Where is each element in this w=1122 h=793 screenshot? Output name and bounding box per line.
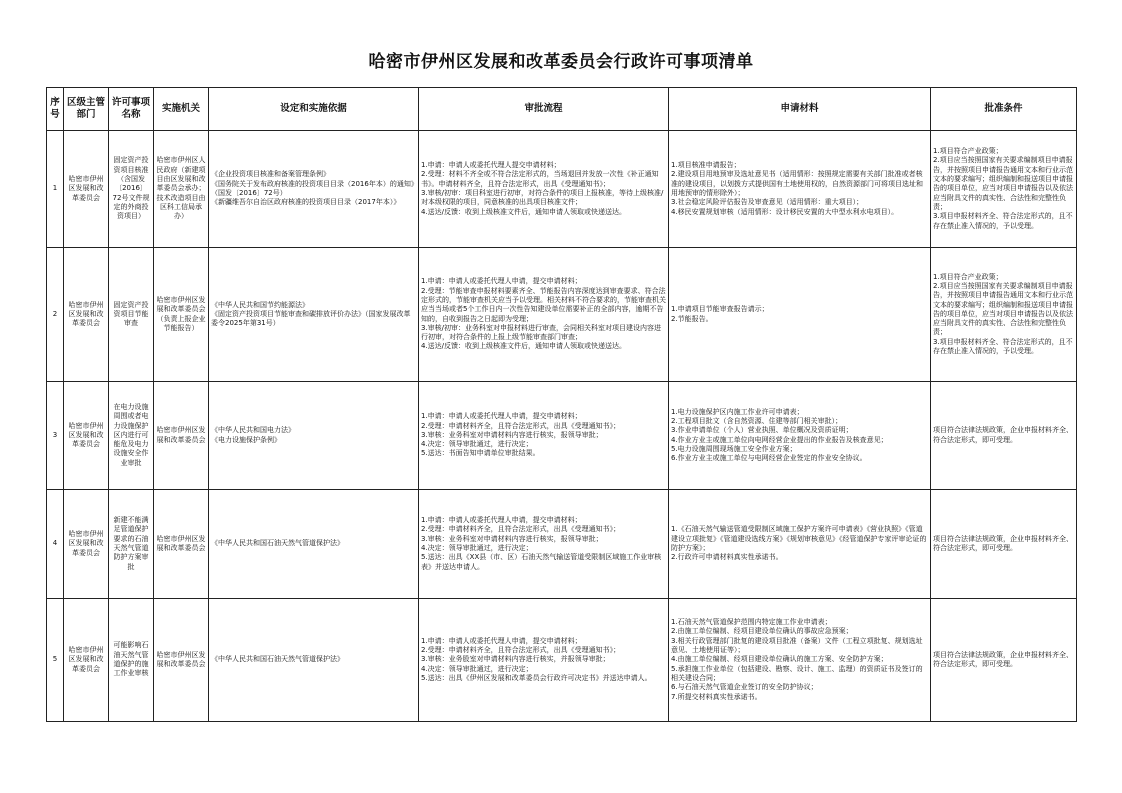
cell-basis — [209, 382, 419, 490]
cell-basis — [209, 599, 419, 722]
header-agency: 实施机关 — [154, 88, 209, 131]
cell-agency: 哈密市伊州区人民政府（新建项目由区发展和改革委员会承办；技术改造项目由区科工信局承办） — [154, 131, 209, 248]
cell-process — [419, 490, 669, 599]
header-seq: 序号 — [47, 88, 64, 131]
process-text: 1.申请：申请人或委托代理人申请，提交申请材料； 2.受理：申请材料齐全，且符合法定形式，出具《受理通知书》； 3.审核：业务科室对申请材料内容进行核实，报领导审批； 4.决定：领导审批通过，进行决定； 5.送达：出具《XX县（市、区）石油天然气输送管道受限制区域施工作业审核表》并送达申请人。 — [421, 516, 662, 571]
table-row — [47, 382, 1077, 490]
basis-text: 《中华人民共和国电力法》 《电力设施保护条例》 — [211, 426, 295, 444]
cell-seq: 2 — [47, 248, 64, 382]
cell-materials — [669, 131, 931, 248]
cell-agency: 哈密市伊州区发展和改革委员会 — [154, 599, 209, 722]
cell-dept: 哈密市伊州区发展和改革委员会 — [64, 490, 109, 599]
conditions-text: 1.项目符合产业政策； 2.项目应当按照国家有关要求编制项目申请报告，并按照项目申请报告通用文本和行业示范文本的要求编写；组织编制和报送项目申请报告的项目单位，应当对项目申请报告以及依法应当附具文件的真实性、合法性和完整性负责； 3.项目申报材料齐全、符合法定形式的，且不存在禁止准入情况的，予以受理。 — [933, 272, 1073, 356]
conditions-text: 项目符合法律法规政策，企业申报材料齐全、符合法定形式，即可受理。 — [933, 650, 1073, 668]
cell-dept: 哈密市伊州区发展和改革委员会 — [64, 382, 109, 490]
process-text: 1.申请：申请人或委托代理人申请，提交申请材料； 2.受理：节能审查申报材料要素齐全、节能报告内容深度达到审查要求、符合法定形式的，节能审查机关应当予以受理。相关材料不符合要求的，节能审查机关应当当场或者5个工作日内一次性告知建设单位需要补正的全部内容，逾期不告知的，自收到报告之日起即为受理； 3.审核/初审：业务科室对申报材料进行审查，会同相关科室对项目建设内容进行初审，对符合条件的上报上级节能审查部门审查； 4.送达/反馈：收到上级核准文件后，通知申请人领取或快递送达。 — [421, 277, 666, 351]
cell-item: 固定资产投资项目节能审查 — [109, 248, 154, 382]
materials-text: 1.申请项目节能审查报告请示； 2.节能报告。 — [671, 305, 769, 323]
cell-seq: 3 — [47, 382, 64, 490]
cell-seq: 5 — [47, 599, 64, 722]
process-text: 1.申请：申请人或委托代理人提交申请材料； 2.受理：材料不齐全或不符合法定形式的，当场退回并发放一次性《补正通知书》。申请材料齐全，且符合法定形式，出具《受理通知书》； 3.审核/初审：项目科室进行初审，对符合条件的项目上报核准，等待上级核准/对本级权限的项目，同意核准的出具项目核准文件； 4.送达/反馈：收到上级核准文件后，通知申请人领取或快递送达。 — [421, 161, 664, 216]
header-item: 许可事项名称 — [109, 88, 154, 131]
cell-conditions — [931, 248, 1077, 382]
cell-dept: 哈密市伊州区发展和改革委员会 — [64, 131, 109, 248]
materials-text: 1.《石油天然气输送管道受限制区域施工保护方案许可申请表》《营业执照》《管道建设立项批复》《管道建设选线方案》《规划审核意见》《经管道保护专家评审论证的防护方案》； 2.行政许可申请材料真实性承诺书。 — [671, 525, 927, 562]
cell-agency: 哈密市伊州区发展和改革委员会（负责上报企业节能报告） — [154, 248, 209, 382]
header-materials: 申请材料 — [669, 88, 931, 131]
cell-basis — [209, 490, 419, 599]
cell-basis — [209, 248, 419, 382]
basis-text: 《中华人民共和国石油天然气管道保护法》 — [211, 655, 344, 664]
cell-item: 可能影响石油天然气管道保护的施工作业审核 — [109, 599, 154, 722]
header-basis: 设定和实施依据 — [209, 88, 419, 131]
cell-materials — [669, 248, 931, 382]
process-text: 1.申请：申请人或委托代理人申请，提交申请材料； 2.受理：申请材料齐全，且符合法定形式，出具《受理通知书》； 3.审核：业务股室对申请材料内容进行核实，并报领导审批； 4.决定：领导审批通过，进行决定； 5.送达：出具《伊州区发展和改革委员会行政许可决定书》并送达申请人。 — [421, 636, 652, 682]
basis-text: 《中华人民共和国石油天然气管道保护法》 — [211, 539, 344, 548]
conditions-text: 1.项目符合产业政策； 2.项目应当按照国家有关要求编制项目申请报告，并按照项目申请报告通用文本和行业示范文本的要求编写；组织编制和报送项目申请报告的项目单位，应当对项目申请报告以及依法应当附具文件的真实性、合法性和完整性负责； 3.项目申报材料齐全、符合法定形式的，且不存在禁止准入情况的，予以受理。 — [933, 147, 1073, 230]
table-row — [47, 490, 1077, 599]
cell-materials — [669, 490, 931, 599]
materials-text: 1.项目核准申请报告； 2.建设项目用地预审及选址意见书（适用情形：按照规定需要有关部门批准或者核准的建设项目，以划拨方式提供国有土地使用权的，自然资源部门可将项目选址和用地预审的情形除外）； 3.社会稳定风险评估报告及审查意见（适用情形：重大项目）； 4.移民安置规划审核（适用情形：设计移民安置的大中型水利水电项目）。 — [671, 161, 923, 216]
cell-process — [419, 382, 669, 490]
cell-seq: 1 — [47, 131, 64, 248]
page-title: 哈密市伊州区发展和改革委员会行政许可事项清单 — [368, 52, 754, 72]
table-row — [47, 131, 1077, 248]
cell-process — [419, 599, 669, 722]
cell-conditions — [931, 490, 1077, 599]
cell-process — [419, 248, 669, 382]
permit-table — [46, 87, 1077, 722]
cell-materials — [669, 382, 931, 490]
process-text: 1.申请：申请人或委托代理人申请，提交申请材料； 2.受理：申请材料齐全，且符合法定形式，出具《受理通知书》； 3.审核：业务科室对申请材料内容进行核实，报领导审批； 4.决定：领导审批通过，进行决定； 5.送达：书面告知申请单位审批结果。 — [421, 412, 621, 458]
header-dept: 区级主管部门 — [64, 88, 109, 131]
cell-basis — [209, 131, 419, 248]
basis-text: 《中华人民共和国节约能源法》 《固定资产投资项目节能审查和碳排放评价办法》（国家发展改革委令2025年第31号） — [211, 300, 411, 328]
materials-text: 1.石油天然气管道保护范围内特定施工作业申请表； 2.由施工单位编制、经项目建设单位确认的事故应急预案； 3.相关行政管理部门批复的建设项目批准（备案）文件（工程立项批复、规划选址意见、土地使用证等）； 4.由施工单位编制、经项目建设单位确认的施工方案、安全防护方案； 5.承担施工作业单位（包括建设、勘察、设计、施工、监理）的资质证书及签订的相关建设合同； 6.与石油天然气管道企业签订的安全防护协议； 7.所提交材料真实性承诺书。 — [671, 618, 923, 701]
cell-item: 在电力设施周围或者电力设施保护区内进行可能危及电力设施安全作业审批 — [109, 382, 154, 490]
cell-seq: 4 — [47, 490, 64, 599]
cell-dept: 哈密市伊州区发展和改革委员会 — [64, 248, 109, 382]
header-process: 审批流程 — [419, 88, 669, 131]
cell-item: 固定资产投资项目核准（含国发〔2016〕72号文件规定的外商投资项目） — [109, 131, 154, 248]
header-conditions: 批准条件 — [931, 88, 1077, 131]
cell-agency: 哈密市伊州区发展和改革委员会 — [154, 382, 209, 490]
cell-dept: 哈密市伊州区发展和改革委员会 — [64, 599, 109, 722]
cell-materials — [669, 599, 931, 722]
basis-text: 《企业投资项目核准和备案管理条例》 《国务院关于发布政府核准的投资项目目录（2016年本）的通知》（国发〔2016〕72号） 《新疆维吾尔自治区政府核准的投资项目目录（2017年本）》 — [211, 170, 415, 207]
table-header-row — [47, 88, 1077, 131]
materials-text: 1.电力设施保护区内施工作业许可申请表； 2.工程项目批文（含自然资源、住建等部门相关审批）； 3.作业申请单位（个人）营业执照、单位概况及资质证明； 4.作业方业主或施工单位向电网经营企业提出的作业报告及核查意见； 5.电力设施周围现场施工安全作业方案； 6.作业方业主或施工单位与电网经营企业签定的作业安全协议。 — [671, 407, 888, 463]
cell-process — [419, 131, 669, 248]
cell-conditions — [931, 131, 1077, 248]
cell-conditions — [931, 599, 1077, 722]
cell-conditions — [931, 382, 1077, 490]
table-row — [47, 599, 1077, 722]
conditions-text: 项目符合法律法规政策，企业申报材料齐全、符合法定形式，即可受理。 — [933, 534, 1073, 552]
table-row — [47, 248, 1077, 382]
cell-agency: 哈密市伊州区发展和改革委员会 — [154, 490, 209, 599]
cell-item: 新建不能满足管道保护要求的石油天然气管道防护方案审批 — [109, 490, 154, 599]
conditions-text: 项目符合法律法规政策，企业申报材料齐全、符合法定形式，即可受理。 — [933, 426, 1073, 444]
